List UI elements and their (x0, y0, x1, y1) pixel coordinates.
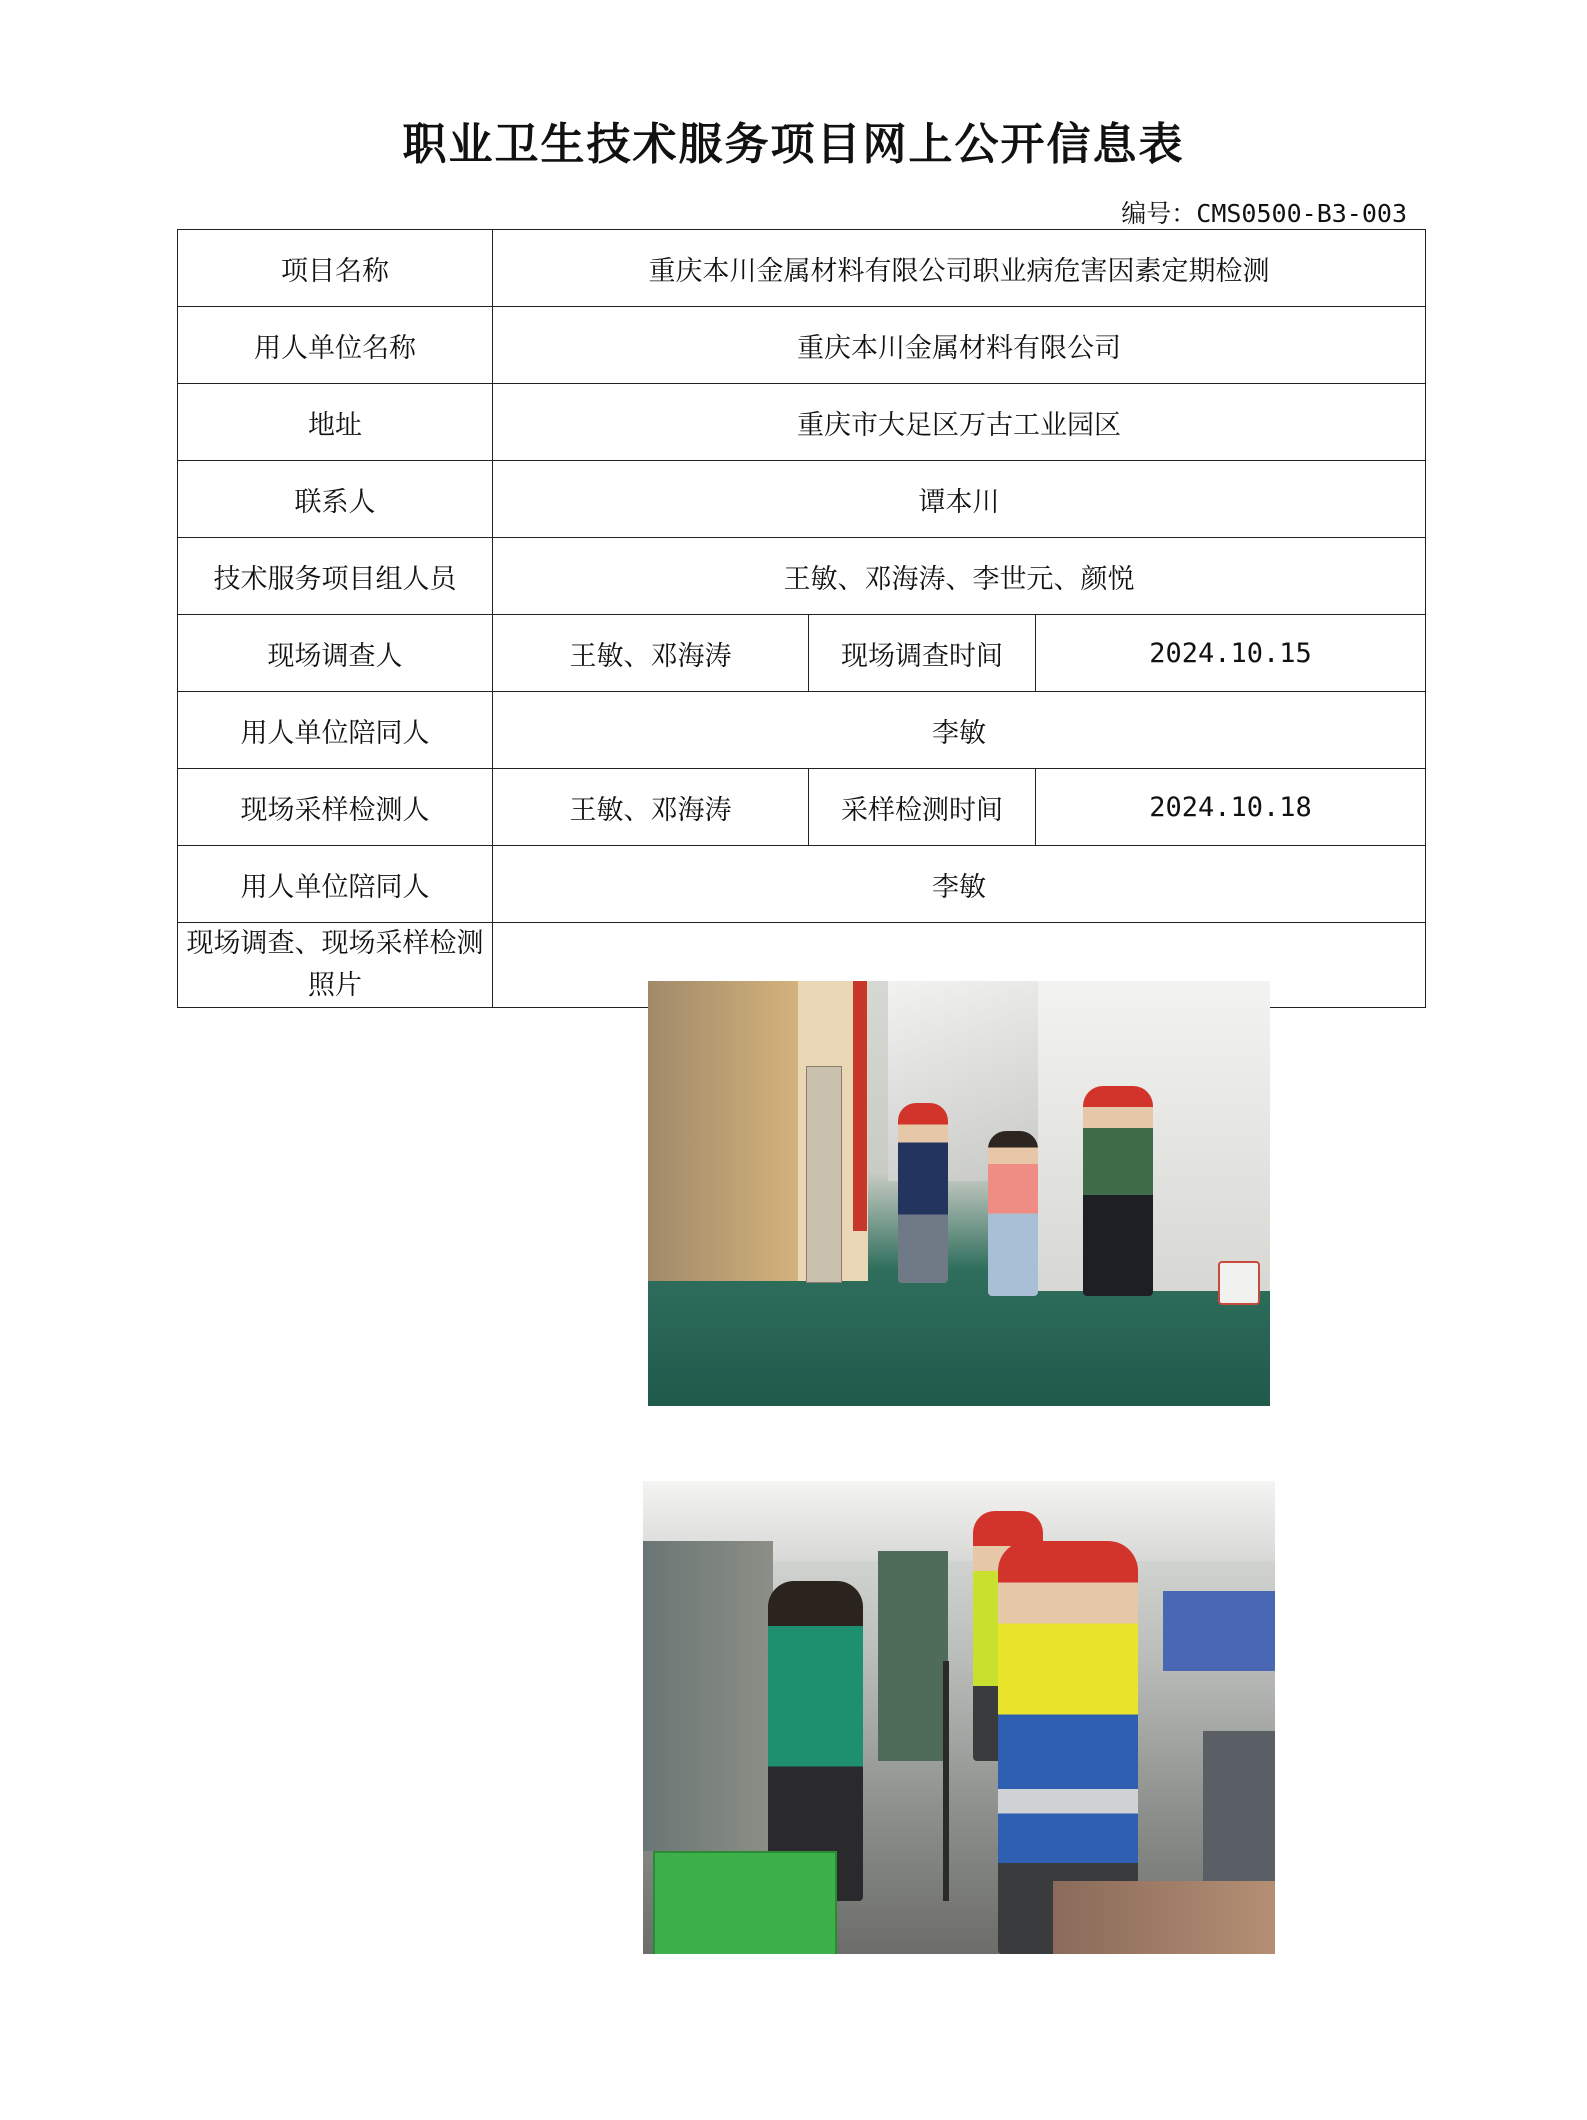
document-number (1121, 194, 1407, 230)
row-team-members (178, 538, 1426, 615)
sampling-time-value: 2024.10.18 (1036, 769, 1426, 846)
row-address (178, 384, 1426, 461)
sampling-tripod (943, 1661, 949, 1901)
row-survey-escort (178, 692, 1426, 769)
survey-time-value: 2024.10.15 (1036, 615, 1426, 692)
person-left (898, 1103, 948, 1283)
row-employer-name (178, 307, 1426, 384)
survey-person-value: 王敏、邓海涛 (493, 615, 809, 692)
address-label: 地址 (178, 384, 493, 461)
photos-label: 现场调查、现场采样检测照片 (178, 923, 493, 1008)
project-name-label: 项目名称 (178, 230, 493, 307)
sampling-escort-label: 用人单位陪同人 (178, 846, 493, 923)
row-sampling-escort (178, 846, 1426, 923)
sampling-time-label: 采样检测时间 (809, 769, 1036, 846)
contact-label: 联系人 (178, 461, 493, 538)
site-sampling-photo (643, 1481, 1275, 1954)
contact-value: 谭本川 (493, 461, 1426, 538)
row-project-name (178, 230, 1426, 307)
document-number-value: CMS0500-B3-003 (1196, 199, 1407, 228)
site-survey-photo (648, 981, 1270, 1406)
row-photos (178, 923, 1426, 1008)
page-title: 职业卫生技术服务项目网上公开信息表 (402, 119, 1185, 170)
team-members-label: 技术服务项目组人员 (178, 538, 493, 615)
row-contact (178, 461, 1426, 538)
address-value: 重庆市大足区万古工业园区 (493, 384, 1426, 461)
employer-name-value: 重庆本川金属材料有限公司 (493, 307, 1426, 384)
survey-escort-value: 李敏 (493, 692, 1426, 769)
survey-time-label: 现场调查时间 (809, 615, 1036, 692)
sampling-person-value: 王敏、邓海涛 (493, 769, 809, 846)
survey-person-label: 现场调查人 (178, 615, 493, 692)
row-sampling (178, 769, 1426, 846)
row-survey (178, 615, 1426, 692)
photos-cell (493, 923, 1426, 1008)
employer-name-label: 用人单位名称 (178, 307, 493, 384)
project-name-value: 重庆本川金属材料有限公司职业病危害因素定期检测 (493, 230, 1426, 307)
person-right (1083, 1086, 1153, 1296)
person-middle (988, 1131, 1038, 1296)
team-members-value: 王敏、邓海涛、李世元、颜悦 (493, 538, 1426, 615)
sampling-escort-value: 李敏 (493, 846, 1426, 923)
info-table (177, 229, 1426, 1008)
company-sign (806, 1066, 842, 1283)
survey-escort-label: 用人单位陪同人 (178, 692, 493, 769)
document-number-label: 编号： (1121, 199, 1197, 228)
sampling-person-label: 现场采样检测人 (178, 769, 493, 846)
